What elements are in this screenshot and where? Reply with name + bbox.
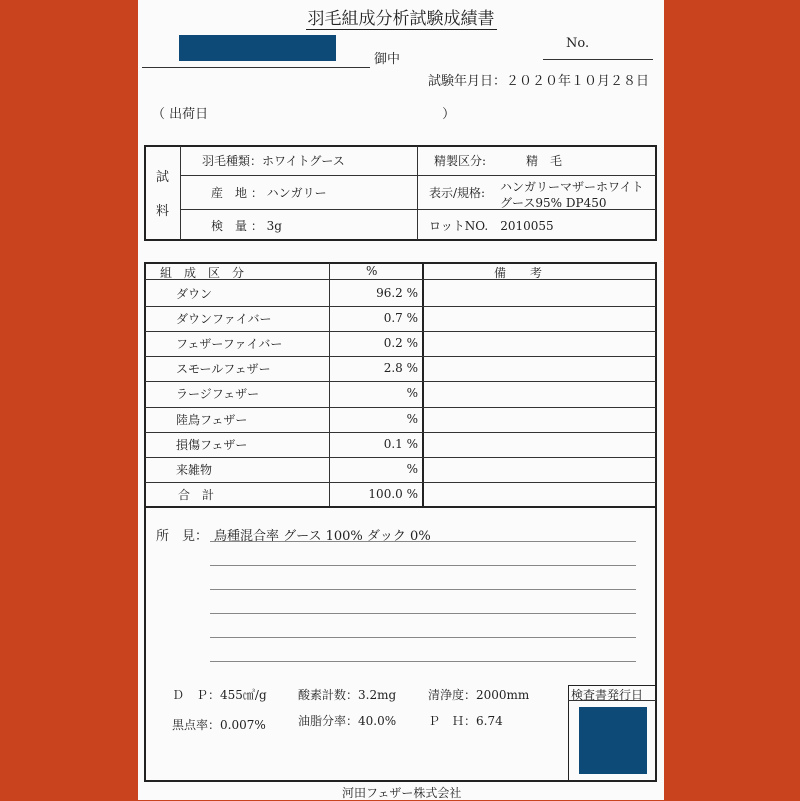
redacted-recipient [179,35,336,61]
composition-value: 2.8 % [383,361,418,376]
refine-class-value: 精 毛 [526,154,563,168]
spec-label: 表示/規格: [429,186,486,200]
composition-value: % [406,411,418,426]
composition-name: フェザーファイバー [176,337,283,352]
composition-value: 0.1 % [383,436,418,451]
header-category: 組 成 区 分 [160,266,245,280]
sample-label-bottom: 料 [156,204,170,219]
composition-value: 96.2 % [376,286,418,300]
header-percent: % [366,264,378,278]
composition-name: ラージフェザー [176,387,260,402]
test-report-sheet [138,0,664,800]
composition-value: % [406,386,418,401]
composition-value: 0.7 % [383,311,418,326]
issue-date-label: 検査書発行日 [571,688,644,702]
spec-line-2: グース95% DP450 [500,196,607,210]
measure-oxygen: 酸素計数：3.2mg [298,688,397,702]
feather-type: 羽毛種類：ホワイトグース [202,154,345,168]
findings-text: 鳥種混合率 グース 100% ダック 0% [214,529,431,544]
composition-name: ダウンファイバー [176,312,272,327]
quantity: 検 量 ： 3g [211,219,282,233]
findings-label: 所 見： [156,529,209,544]
measure-oil: 油脂分率：40.0% [298,714,397,728]
composition-name: 損傷フェザー [176,437,248,452]
composition-name: 陸鳥フェザー [176,412,248,427]
composition-name: スモールフェザー [176,362,271,377]
composition-name: 来雑物 [176,462,213,477]
composition-name: 合 計 [178,487,215,502]
lot-number: ロットNO. 2010055 [429,219,554,233]
company-name: 河田フェザー株式会社 [342,786,462,800]
measure-black-spot: 黒点率：0.007% [172,718,266,732]
composition-value: 100.0 % [368,486,418,501]
report-number-label: No. [566,36,590,51]
composition-name: ダウン [176,287,213,301]
spec-line-1: ハンガリーマザーホワイト [500,180,644,194]
measure-ph: Ｐ Ｈ：6.74 [428,714,503,728]
measure-clarity: 清浄度：2000mm [428,688,530,702]
report-title: 羽毛組成分析試験成績書 [307,9,495,29]
sample-label-top: 試 [156,170,170,185]
composition-value: 0.2 % [383,336,418,351]
test-date: 試験年月日：２０２０年１０月２８日 [428,74,650,89]
measure-dp: Ｄ Ｐ：455㎤/g [172,688,267,702]
refine-class-label: 精製区分: [434,154,487,168]
header-remarks: 備 考 [494,266,543,280]
composition-value: % [406,461,418,476]
origin: 産 地 ： ハンガリー [211,186,327,200]
onchu-label: 御中 [374,52,401,67]
shipping-date: （ 出荷日 ） [152,107,456,122]
redacted-stamp [579,707,647,774]
